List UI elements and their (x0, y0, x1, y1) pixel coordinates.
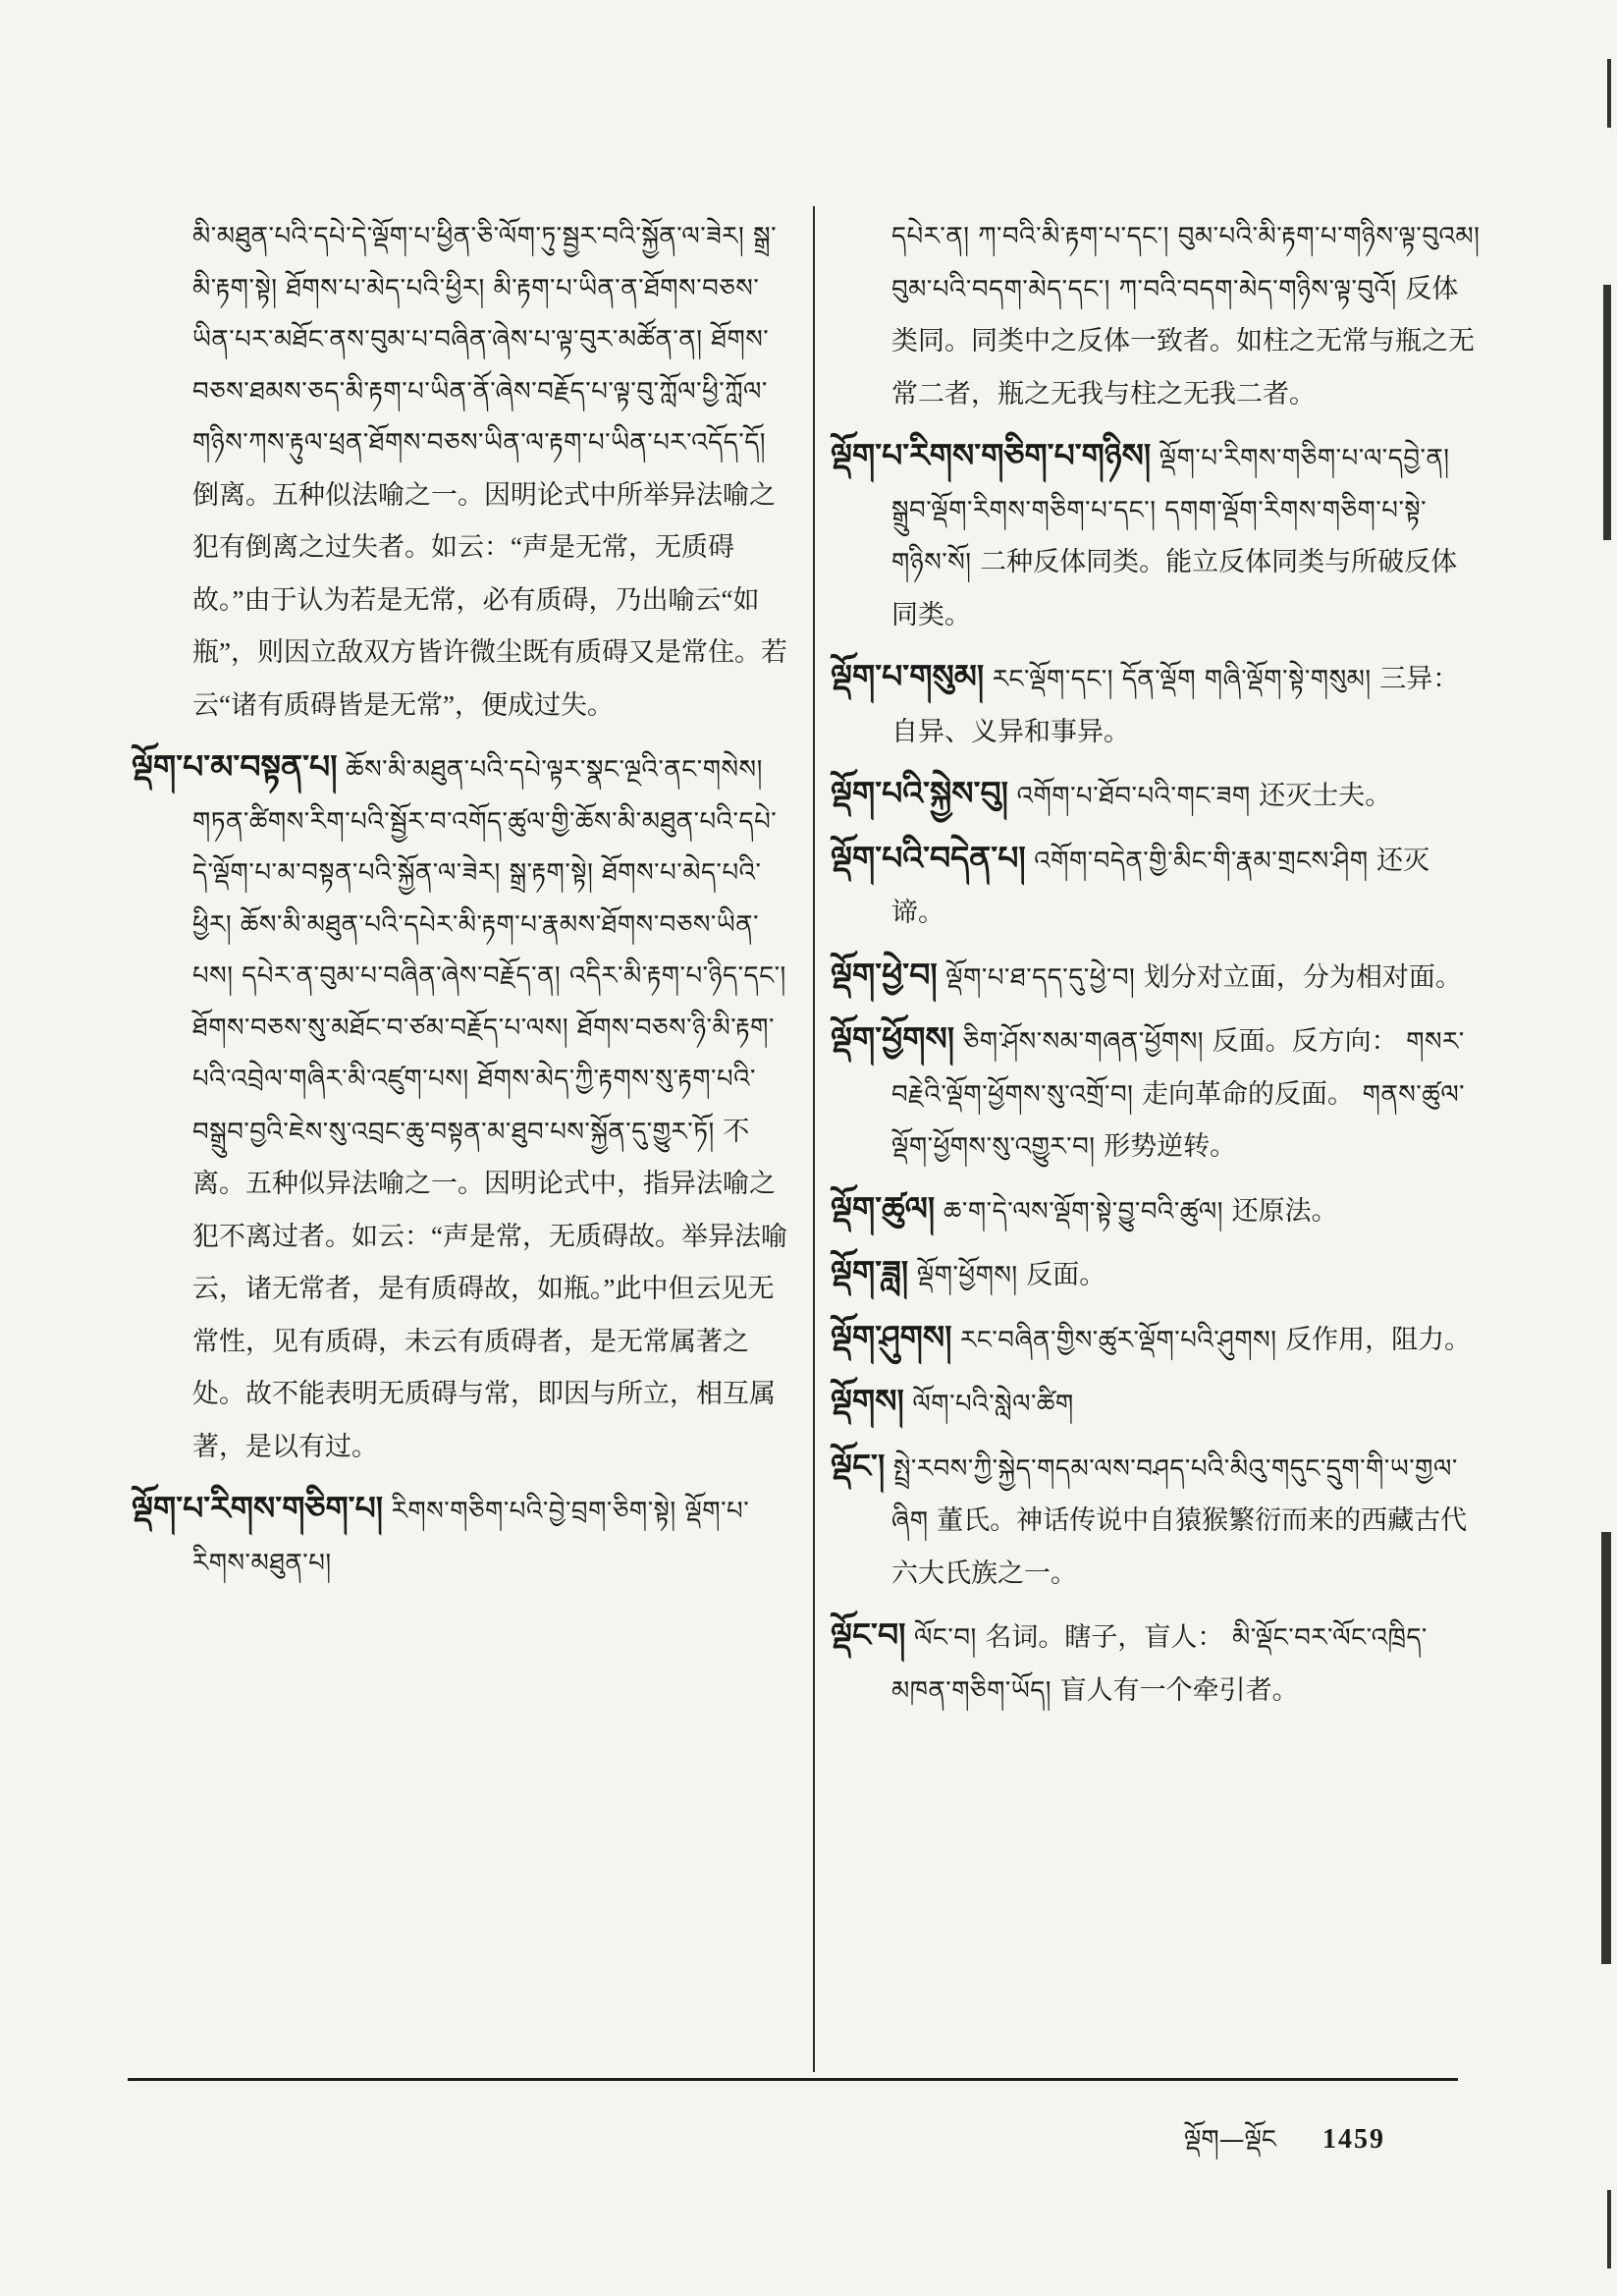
edge-mark (1607, 59, 1611, 128)
headword: ལྡོང་བ། (831, 1615, 906, 1654)
tibetan-definition: ལོང་བ། (914, 1623, 977, 1653)
tibetan-definition: ཆ་ག་དེ་ལས་ལྡོག་སྟེ་བྱུ་བའི་ཚུལ། (943, 1196, 1223, 1227)
tibetan-definition: འགོག་བདེན་གྱི་མིང་གི་རྣམ་གྲངས་ཤིག (1034, 846, 1369, 876)
entry (831, 1183, 1481, 1238)
chinese-example: 盲人有一个牵引者。 (1059, 1674, 1299, 1705)
headword: ལྡོག་ཚུལ། (831, 1188, 936, 1228)
entry (831, 651, 1481, 758)
tibetan-example: གསར་བརྗེའི་ལྡོག་ཕྱོགས་སུ་འགྲོ་བ། (891, 1027, 1465, 1110)
headword: ལྡོག་པ་རིགས་གཅིག་པ་གཉིས། (831, 436, 1152, 474)
tibetan-definition: ལྡོག་པ་རིགས་གཅིག་པ་ལ་དབྱེ་ན། སྒྲུབ་ལྡོག་རིགས་གཅིག་པ་དང་། དགག་ལྡོག་རིགས་གཅིག་པ་སྟེ་གཉིས་སོ། (891, 444, 1450, 577)
headword: ལྡོག་ཤུགས། (831, 1317, 952, 1356)
headword: ལྡོག་པའི་བདེན་པ། (831, 838, 1026, 877)
entry (831, 1247, 1481, 1302)
entry (831, 768, 1481, 823)
chinese-definition: 还灭士夫。 (1259, 781, 1392, 810)
column-divider (813, 206, 815, 2072)
headword: ལྡོང་། (831, 1446, 886, 1485)
chinese-definition: 倒离。五种似法喻之一。因明论式中所举异法喻之犯有倒离之过失者。如云：“声是无常，无质碍故。”由于认为若是无常，必有质碍，乃出喻云“如瓶”，则因立敌双方皆许微尘既有质碍又是常住。若云“诸有质碍皆是无常”，便成过失。 (192, 479, 787, 720)
headword: ལྡོག་ཟླ། (831, 1253, 909, 1291)
edge-mark (1607, 2190, 1611, 2269)
tibetan-definition: ལྡོག་པ་ཐ་དད་དུ་ཕྱེ་བ། (945, 962, 1136, 993)
entry (831, 1312, 1481, 1367)
chinese-definition: 名词。瞎子，盲人： (985, 1622, 1224, 1652)
entry (192, 211, 793, 732)
tibetan-definition: ཆོས་མི་མཐུན་པའི་དཔེ་ལྟར་སྣང་ལྔའི་ནང་གསེས། གཏན་ཚིགས་རིག་པའི་སྦྱོར་བ་འགོད་ཚུལ་གྱི་ཆོས་མི་མཐུན་པའི་དཔེ་དེ་ལྡོག་པ་མ་བསྟན་པའི་སྐྱོན་ལ་ཟེར། སྒྲ་རྟག་སྟེ། ཐོགས་པ་མེད་པའི་ཕྱིར། ཆོས་མི་མཐུན་པའི་དཔེར་མི་རྟག་པ་རྣམས་ཐོགས་བཅས་ཡིན་པས། དཔེར་ན་བུམ་པ་བཞིན་ཞེས་བརྗོད་ན། འདིར་མི་རྟག་པ་ཉིད་དང་། ཐོགས་བཅས་སུ་མཐོང་བ་ཙམ་བརྗོད་པ་ལས། ཐོགས་བཅས་ཉི་མི་རྟག་པའི་འབྲེལ་གཞིར་མི་འཛུག་པས། ཐོགས་མེད་ཀྱི་རྟགས་སུ་རྟག་པའི་བསྒྲུབ་བྱའི་ཇེས་སུ་འབྲང་ཆུ་བསྟན་མ་ཐུབ་པས་སྐྱོན་དུ་གྱུར་ཏོ། (192, 755, 786, 1147)
headword: ལྡོག་པ་རིགས་གཅིག་པ། (132, 1489, 384, 1527)
headword: ལྡོག་པ་མ་བསྟན་པ། (132, 747, 338, 786)
chinese-definition: 反面。 (1026, 1260, 1106, 1289)
tibetan-definition: མི་མཐུན་པའི་དཔེ་དེ་ལྡོག་པ་ཕྱིན་ཅི་ལོག་ཏུ་སྦྱར་བའི་སྐྱོན་ལ་ཟེར། སྒྲ་མི་རྟག་སྟེ། ཐོགས་པ་མེད་པའི་ཕྱིར། མི་རྟག་པ་ཡིན་ན་ཐོགས་བཅས་ཡིན་པར་མཐོང་ནས་བུམ་པ་བཞིན་ཞེས་པ་ལྟ་བུར་མཚོན་ན། ཐོགས་བཅས་ཐམས་ཅད་མི་རྟག་པ་ཡིན་ནོ་ཞེས་བརྗོད་པ་ལྟ་བུ་ཀློལ་ཕྱི་ཀློལ་གཉིས་ཀས་རྟུལ་ཕྲན་ཐོགས་བཅས་ཡིན་ལ་རྟག་པ་ཡིན་པར་འདོད་དོ། (192, 222, 778, 458)
tibetan-definition: རང་ལྡོག་དང་། དོན་ལྡོག གཞི་ལྡོག་སྟེ་གསུམ། (992, 665, 1372, 694)
chinese-definition: 不离。五种似异法喻之一。因明论式中，指异法喻之犯不离过者。如云：“声是常，无质碍故。举异法喻云，诸无常者，是有质碍故，如瓶。”此中但云见无常性，见有质碍，未云有质碍者，是无常属著之处。故不能表明无质碍与常，即因与所立，相互属著，是以有过。 (192, 1116, 787, 1461)
chinese-example: 形势逆转。 (1104, 1131, 1237, 1161)
tibetan-example: གནས་ཚུལ་ལྡོག་ཕྱོགས་སུ་འགྱུར་བ། (891, 1079, 1466, 1162)
headword: ལྡོག་པ་གསུམ། (831, 657, 985, 695)
left-column (132, 211, 793, 1589)
chinese-definition: 董氏。神话传说中自猿猴繁衍而来的西藏古代六大氏族之一。 (891, 1505, 1468, 1588)
chinese-definition: 还原法。 (1231, 1195, 1338, 1226)
tibetan-definition: ལོག་པའི་སླེལ་ཚིག (912, 1390, 1074, 1419)
entry (831, 950, 1481, 1005)
page-number: 1459 (1321, 2124, 1385, 2155)
edge-mark (1603, 285, 1611, 540)
chinese-example: 走向革命的反面。 (1142, 1078, 1355, 1109)
tibetan-definition: འགོག་པ་ཐོབ་པའི་གང་ཟག (1016, 782, 1251, 811)
chinese-definition: 反面。反方向： (1212, 1026, 1398, 1056)
entry (831, 1013, 1481, 1174)
tibetan-definition: ཅིག་ཤོས་སམ་གཞན་ཕྱོགས། (962, 1027, 1205, 1057)
entry (831, 1441, 1481, 1601)
headword: ལྡོག་ཕྱེ་བ། (831, 955, 938, 994)
edge-mark (1601, 1532, 1611, 1964)
chinese-definition: 反体类同。同类中之反体一致者。如柱之无常与瓶之无常二者，瓶之无我与柱之无我二者。 (891, 273, 1475, 409)
entry (831, 1376, 1481, 1431)
tibetan-example: མི་ལྡོང་བར་ལོང་འཁྲིད་མཁན་གཅིག་ཡོད། (891, 1623, 1428, 1706)
tibetan-definition: རང་བཞིན་གྱིས་ཚུར་ལྡོག་པའི་ཤུགས། (960, 1325, 1277, 1355)
tibetan-definition: ལྡོག་ཕྱོགས། (916, 1261, 1018, 1290)
chinese-definition: 反作用，阻力。 (1285, 1324, 1472, 1354)
tibetan-definition: སྤྲེ་རབས་ཀྱི་སྐྱེད་གདམ་ལས་བཤད་པའི་མིའུ་གདུང་དྲུག་གི་ཡ་གྱལ་ཞིག (891, 1453, 1458, 1536)
entry (831, 1610, 1481, 1717)
chinese-definition: 还灭谛。 (891, 845, 1430, 927)
chinese-definition: 划分对立面，分为相对面。 (1143, 961, 1462, 992)
chinese-definition: 三异：自异、义异和事异。 (891, 664, 1460, 746)
entry (132, 1483, 793, 1589)
footer-rule (128, 2078, 1458, 2081)
chinese-definition: 二种反体同类。能立反体同类与所破反体同类。 (891, 547, 1458, 629)
headword: ལྡོག་པའི་སྐྱེས་བུ། (831, 774, 1008, 812)
right-column (831, 211, 1481, 1717)
tibetan-definition: རིགས་གཅིག་པའི་བྱེ་བྲག་ཅིག་སྟེ། ལྡོག་པ་རིགས་མཐུན་པ། (192, 1497, 750, 1578)
tibetan-definition: དཔེར་ན། ཀ་བའི་མི་རྟག་པ་དང་། བུམ་པའི་མི་རྟག་པ་གཉིས་ལྟ་བུའམ། བུམ་པའི་བདག་མེད་དང་། ཀ་བའི་བདག་མེད་གཉིས་ལྟ་བུའོ། (891, 222, 1481, 304)
headword: ལྡོག་ཕྱོགས། (831, 1019, 955, 1058)
entry (891, 211, 1481, 420)
headword: ལྡོགས། (831, 1382, 904, 1420)
page-footer (1184, 2111, 1385, 2183)
entry (831, 430, 1481, 641)
entry (831, 833, 1481, 940)
entry (132, 741, 793, 1473)
scan-edge-marks (1578, 0, 1617, 2296)
running-head: ལྡོག—ལྡོང (1184, 2125, 1276, 2155)
